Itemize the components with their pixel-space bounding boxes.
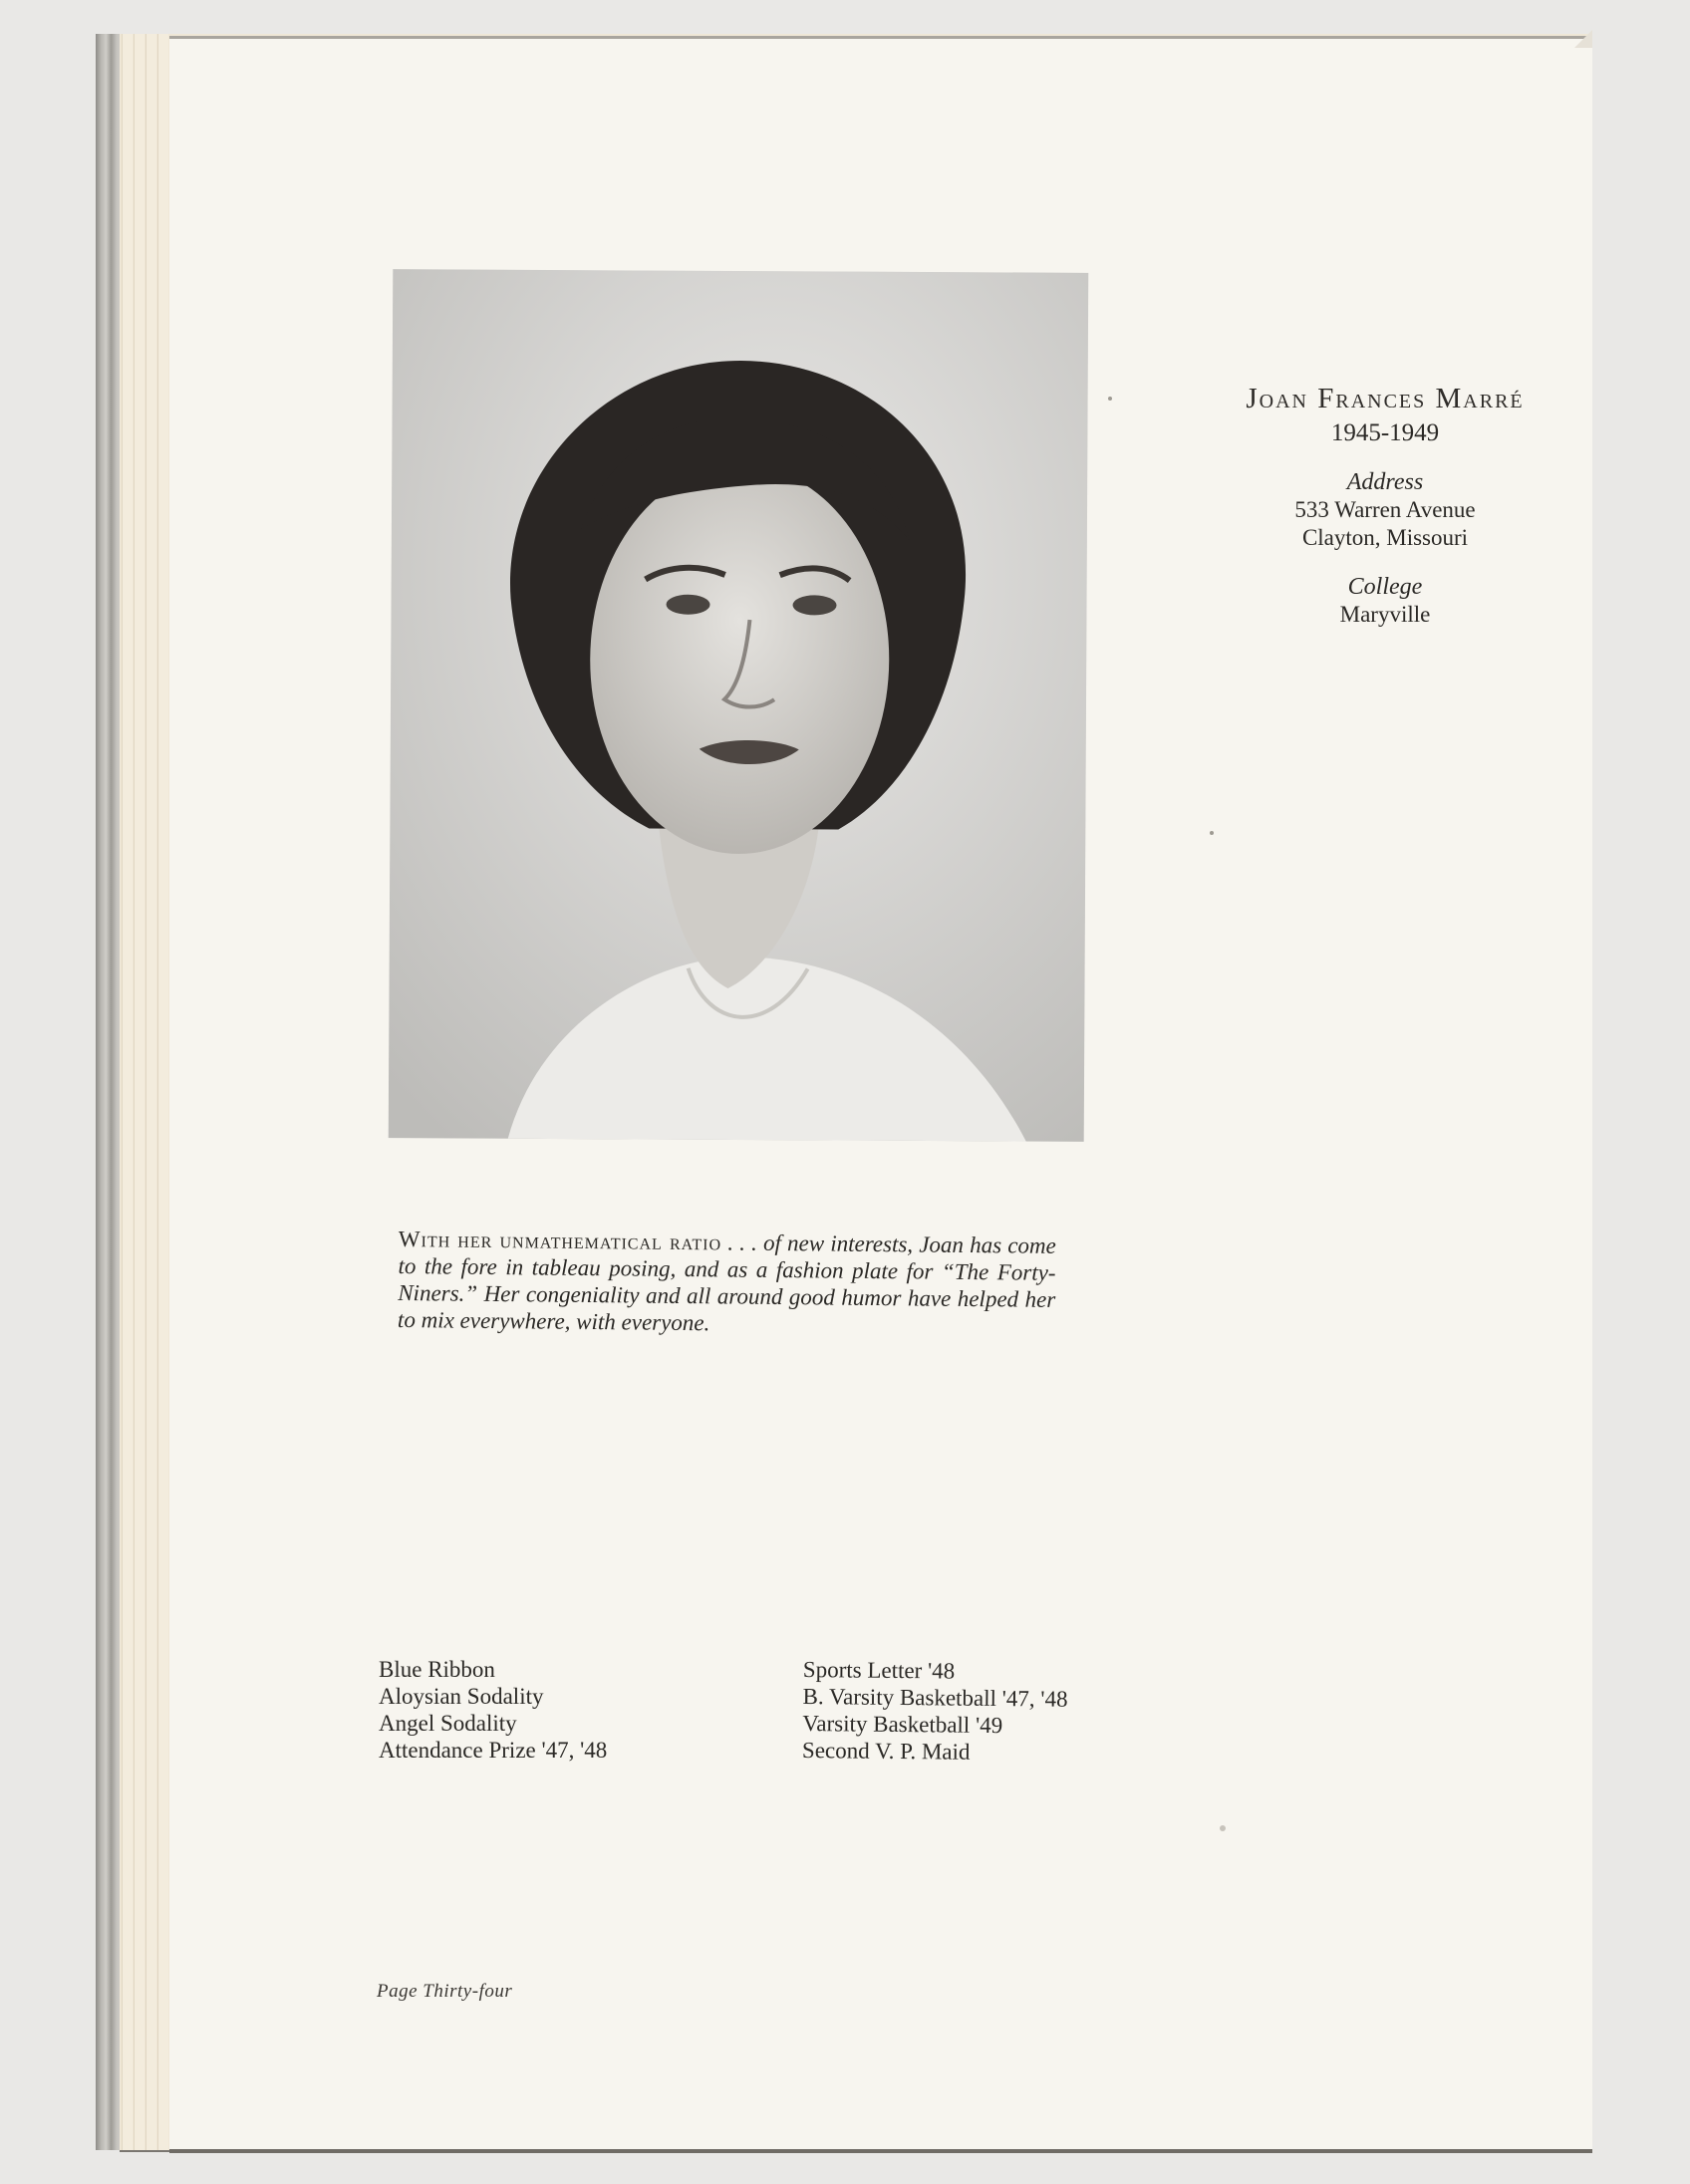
activity-item: Aloysian Sodality xyxy=(379,1684,544,1709)
page-corner xyxy=(1574,30,1592,48)
page-layer xyxy=(145,34,156,2150)
bio-text: . . . of new interests, Joan has come to the fore in tableau posing, and as a fashion plate for “The Forty-Niners.” Her congeniality and all around good humor have helped her to mix everywhere, with everyone. xyxy=(397,1229,1056,1336)
student-info xyxy=(1176,383,1594,629)
address-line-2: Clayton, Missouri xyxy=(1301,525,1469,550)
bio-paragraph xyxy=(398,1226,1056,1340)
activity-item: Attendance Prize '47, '48 xyxy=(379,1738,608,1763)
page-layer xyxy=(157,34,168,2150)
student-name: Joan Frances Marré xyxy=(1246,383,1525,414)
activities-right xyxy=(802,1656,1068,1767)
class-years: 1945-1949 xyxy=(1330,419,1440,446)
activity-item: Varsity Basketball '49 xyxy=(802,1710,1003,1739)
address-label: Address xyxy=(1346,469,1424,495)
address-line-1: 533 Warren Avenue xyxy=(1294,497,1476,522)
print-speck xyxy=(1108,397,1112,401)
activity-item: Second V. P. Maid xyxy=(801,1737,971,1765)
print-speck xyxy=(1210,831,1214,835)
activity-item: Blue Ribbon xyxy=(379,1657,495,1682)
college-name: Maryville xyxy=(1339,602,1431,627)
print-speck xyxy=(1220,1825,1226,1831)
activity-item: Sports Letter '48 xyxy=(802,1657,956,1684)
portrait-illustration xyxy=(389,269,1089,1142)
activities-left xyxy=(379,1656,607,1764)
activity-item: B. Varsity Basketball '47, '48 xyxy=(802,1683,1068,1712)
page-number: Page Thirty-four xyxy=(377,1981,513,2002)
bio-lead: With her unmathematical ratio xyxy=(398,1227,722,1255)
page-layer xyxy=(122,34,133,2150)
portrait-photo xyxy=(389,269,1089,1142)
activity-item: Angel Sodality xyxy=(379,1711,517,1736)
page-layer xyxy=(134,34,144,2150)
college-label: College xyxy=(1347,574,1423,600)
